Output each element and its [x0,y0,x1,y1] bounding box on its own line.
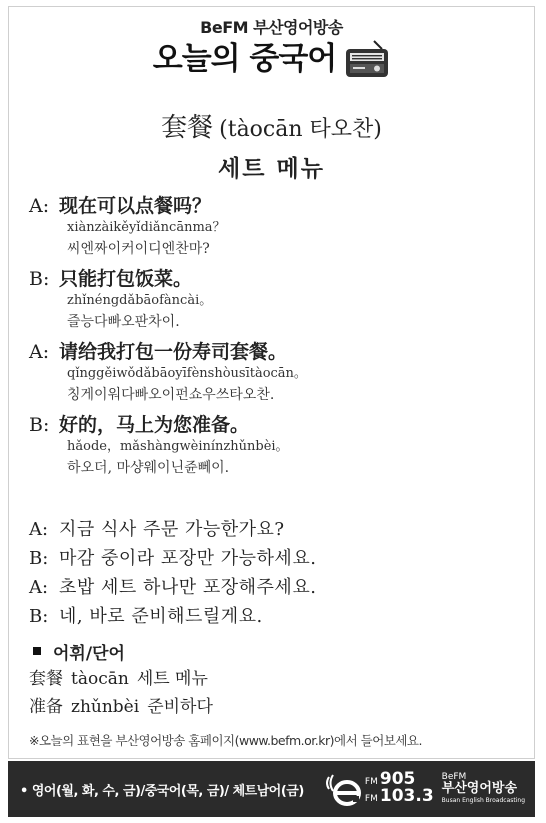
speaker-label: B: [29,606,49,627]
chinese-sentence: 只能打包饭菜。 [59,268,193,290]
lesson-word [9,111,534,147]
speaker-label: A: [29,195,50,217]
translation-text: 마감 중이라 포장만 가능하세요. [59,548,317,569]
header [9,19,534,79]
brand-name: BeFM 부산영어방송 [200,18,343,37]
chinese-sentence: 现在可以点餐吗？ [59,195,212,217]
pinyin-line: zhǐnéngdǎbāofàncài。 [67,293,213,308]
pinyin-line: xiànzàikěyǐdiǎncānma？ [67,220,226,235]
korean-reading: 하오더, 마샹웨이닌쥰뻬이. [67,460,230,476]
korean-reading: 씨엔짜이커이디엔찬마? [67,241,210,257]
translation-text: 지금 식사 주문 가능한가요? [59,519,285,540]
speaker-label: B: [29,268,50,290]
broadcast-schedule: • 영어(월, 화, 수, 금)/중국어(목, 금)/ 체트남어(금) [20,783,304,799]
dialog-line [29,264,529,333]
pinyin-line: qǐnggěiwǒdǎbāoyīfènshòusītàocān。 [67,366,307,381]
frequency-905: 905 [379,769,416,789]
lesson-word-pinyin: (tàocān 타오찬) [219,117,382,142]
vocab-meaning: 세트 메뉴 [136,669,208,689]
chinese-sentence: 请给我打包一份寿司套餐。 [59,341,288,363]
translation-line [29,602,529,631]
korean-reading: 칭게이워다빠오이펀쇼우쓰타오찬. [67,387,275,403]
dialog-line [29,191,529,260]
station-english: Busan English Broadcasting [441,797,525,804]
vocab-pinyin: tàocān [71,669,129,689]
frequency-1033: 103.3 [379,786,434,806]
lesson-card [8,6,535,759]
fm-label: FM [364,794,378,804]
footer-bar [8,761,535,817]
translation-text: 초밥 세트 하나만 포장해주세요. [59,577,317,598]
listen-note: ※오늘의 표현을 부산영어방송 홈페이지(www.befm.or.kr)에서 들어보세요. [29,733,422,748]
square-bullet-icon [33,647,41,655]
station-name: 부산영어방송 [441,781,518,796]
translation-line [29,544,529,573]
lesson-word-meaning: 세트 메뉴 [218,155,325,182]
station-logo [323,761,535,817]
vocab-heading: 어휘/단어 [53,643,125,664]
translation-text: 네, 바로 준비해드릴게요. [59,606,263,627]
station-name-block [442,771,525,807]
station-short: BeFM [441,772,467,782]
translation-line [29,573,529,602]
vocab-meaning: 준비하다 [147,697,213,717]
vocab-item [29,693,529,721]
lesson-word-cn: 套餐 [161,113,214,143]
fm-label: FM [364,777,378,787]
speaker-label: B: [29,414,50,436]
vocab-cn: 套餐 [29,669,63,689]
speaker-label: B: [29,548,49,569]
translation-line [29,515,529,544]
dialog-line [29,410,529,479]
dialog-line [29,337,529,406]
frequency [364,769,434,806]
vocab-pinyin: zhǔnbèi [71,697,140,717]
chinese-sentence: 好的，马上为您准备。 [59,414,250,436]
speaker-label: A: [29,341,50,363]
chinese-dialog [29,191,529,483]
korean-reading: 즐능다빠오판차이. [67,314,180,330]
pinyin-line: hǎode，mǎshàngwèinínzhǔnbèi。 [67,439,289,454]
korean-translation [29,515,529,631]
vocab-cn: 准备 [29,697,63,717]
speaker-label: A: [29,577,49,598]
befm-e-logo-icon [323,769,361,809]
vocabulary-section [29,637,529,721]
vocab-item [29,665,529,693]
radio-icon [344,39,390,79]
speaker-label: A: [29,519,49,540]
program-title: 오늘의 중국어 [152,41,337,77]
